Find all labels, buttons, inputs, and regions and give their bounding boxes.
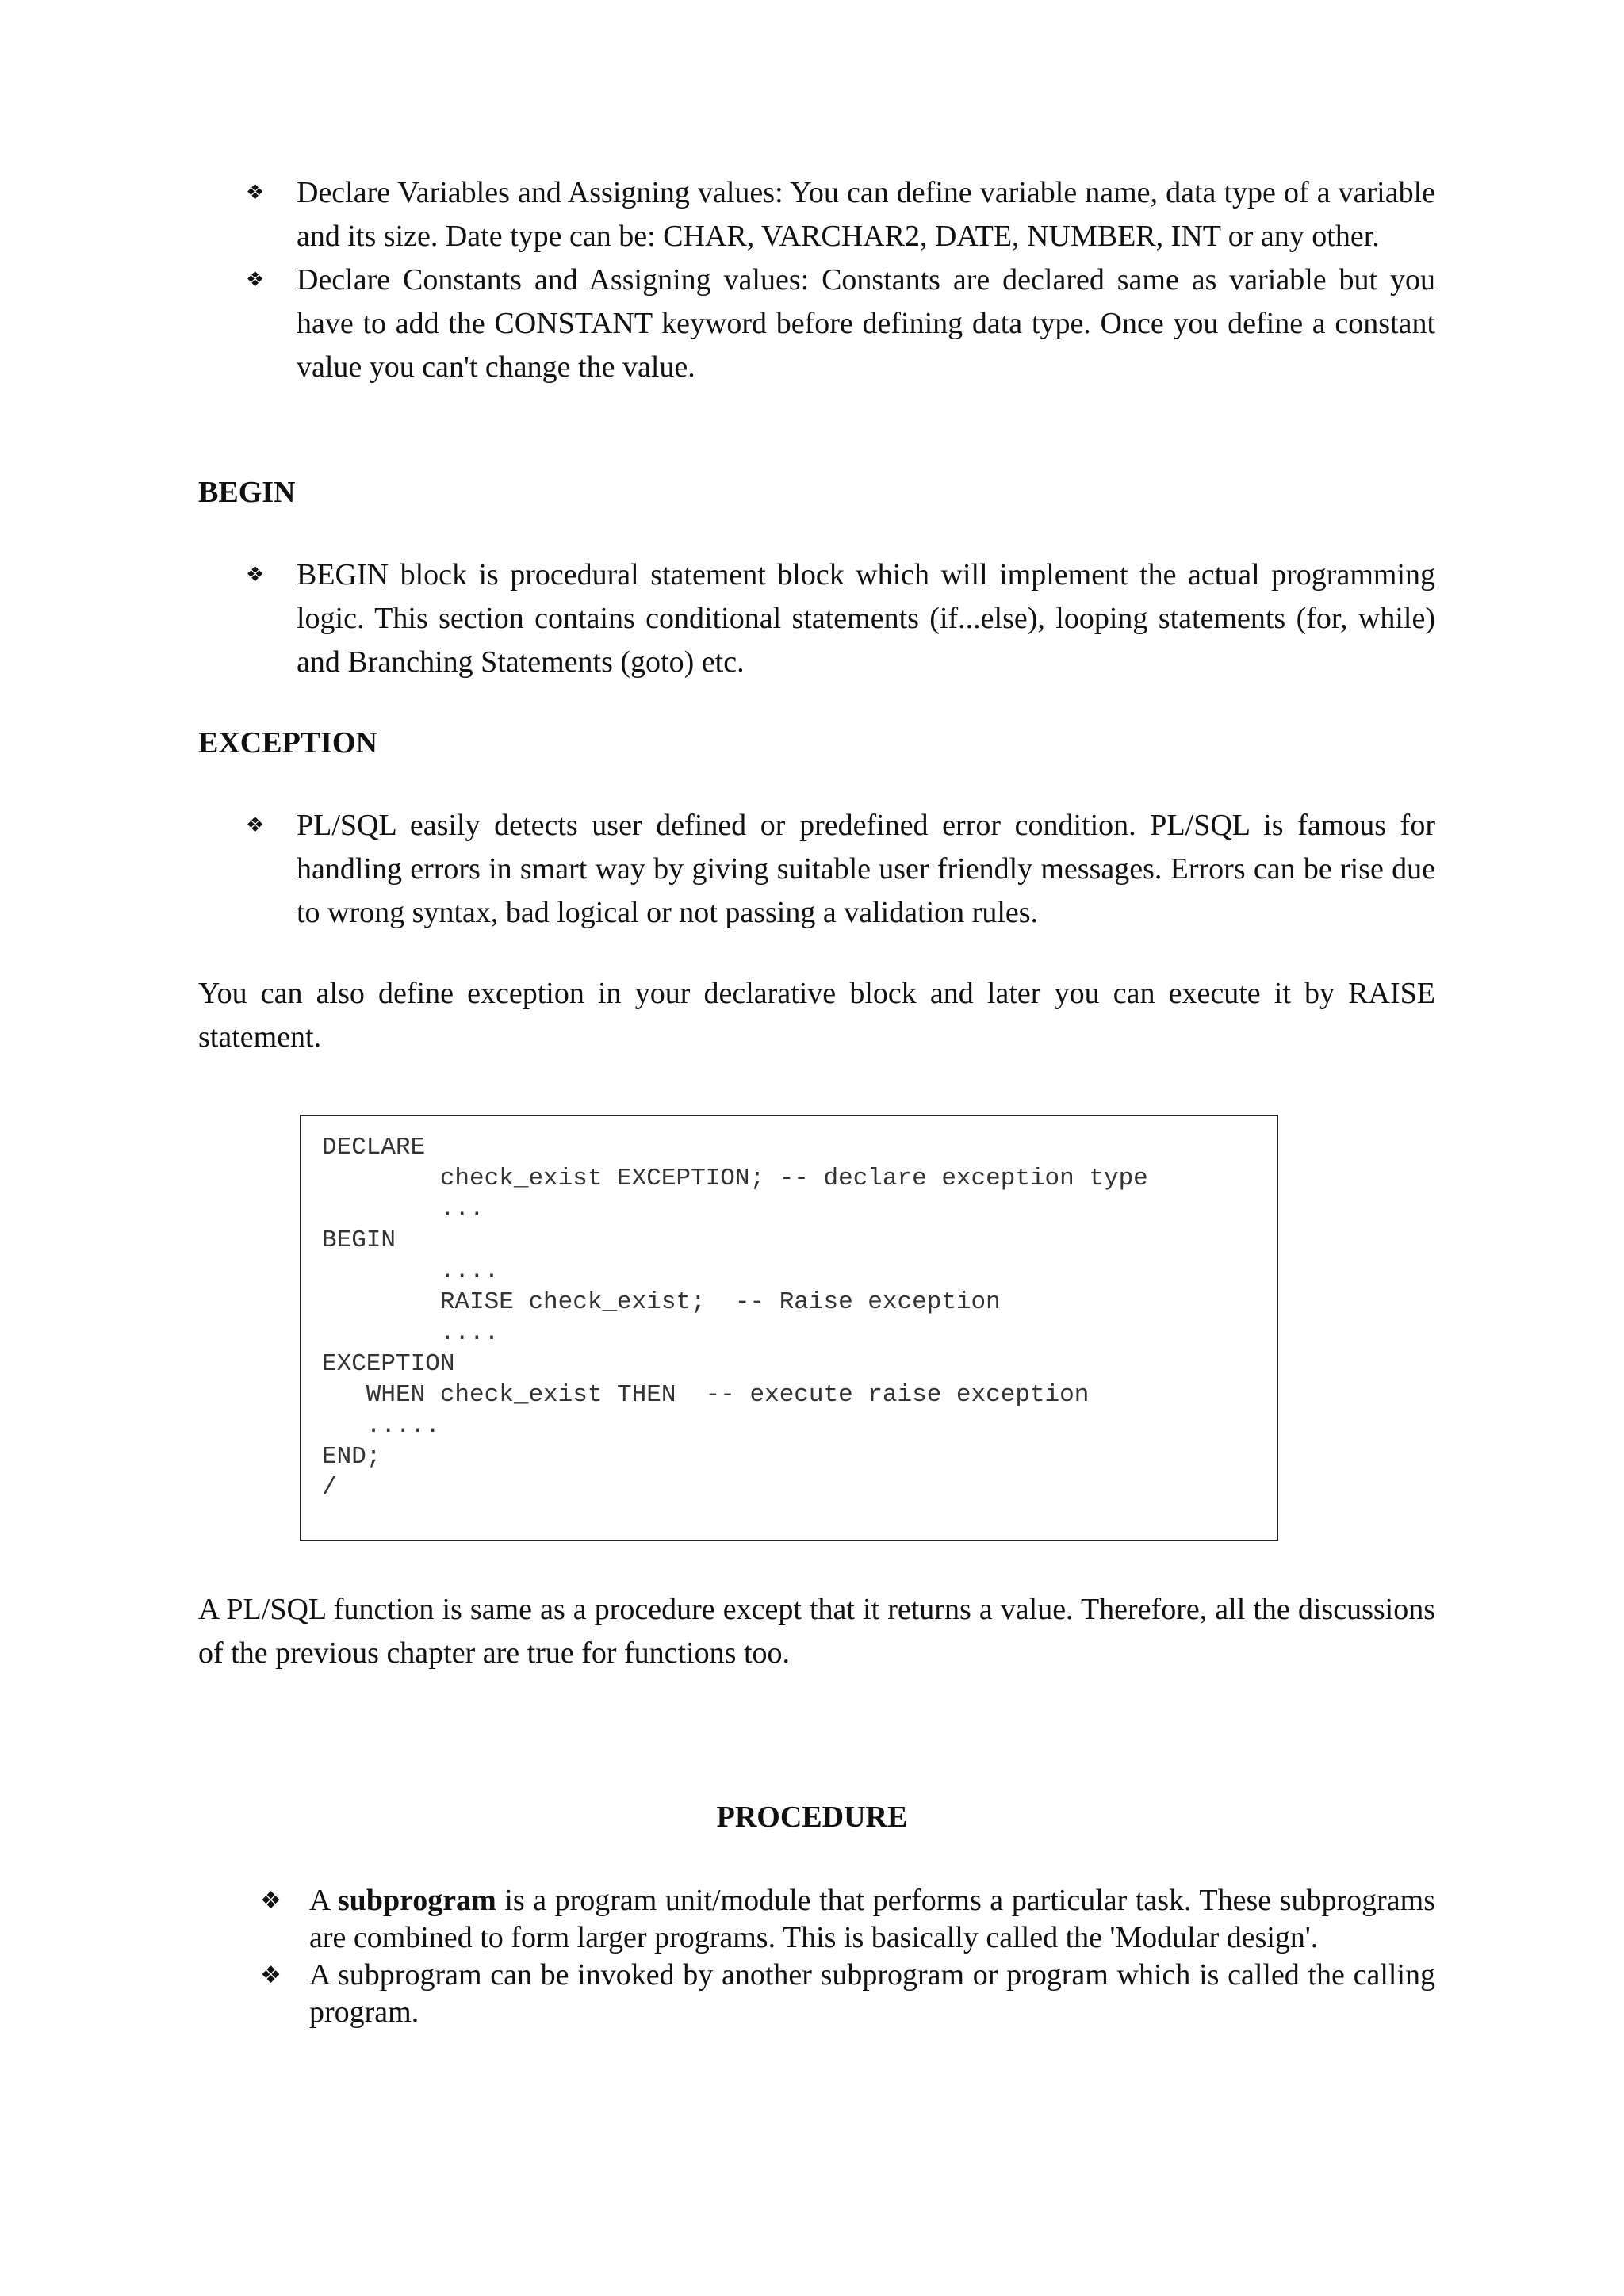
code-sample-box [300, 1115, 1278, 1541]
exception-bullet-list [246, 804, 1435, 935]
diamond-bullet-icon: ❖ [260, 1961, 282, 1989]
diamond-bullet-icon: ❖ [246, 813, 265, 837]
list-item [246, 171, 1435, 258]
bullet-text: A subprogram can be invoked by another subprogram or program which is called the calling program. [309, 1958, 1435, 2029]
procedure-heading: PROCEDURE [716, 1800, 908, 1834]
bullet-text: BEGIN block is procedural statement block which will implement the actual programming logic. This section contains conditional statements (if...else), looping statements (for, while) and Branching Statements (goto) etc. [297, 558, 1435, 679]
begin-heading: BEGIN [198, 476, 296, 509]
bullet-text: PL/SQL easily detects user defined or predefined error condition. PL/SQL is famous for handling errors in smart way by giving suitable user friendly messages. Errors can be rise due to wrong syntax, bad logical or not passing a validation rules. [297, 809, 1435, 929]
bullet-text: is a program unit/module that performs a particular task. These subprograms are combined to form larger programs. This is basically called the 'Modular design'. [309, 1884, 1435, 1954]
diamond-bullet-icon: ❖ [246, 181, 265, 205]
bullet-prefix: A [309, 1884, 338, 1917]
function-paragraph: A PL/SQL function is same as a procedure except that it returns a value. Therefore, all the discussions of the previous chapter are true for functions too. [198, 1593, 1435, 1670]
bullet-text: Declare Variables and Assigning values: You can define variable name, data type of a variable and its size. Date type can be: CHAR, VARCHAR2, DATE, NUMBER, INT or any other. [297, 176, 1435, 253]
begin-bullet-list [246, 553, 1435, 684]
procedure-bullet-list [260, 1882, 1435, 2031]
list-item [260, 1957, 1435, 2031]
diamond-bullet-icon: ❖ [260, 1887, 282, 1915]
intro-bullet-list [246, 171, 1435, 389]
bold-term: subprogram [337, 1884, 496, 1917]
diamond-bullet-icon: ❖ [246, 563, 265, 587]
exception-paragraph: You can also define exception in your declarative block and later you can execute it by RAISE statement. [198, 977, 1435, 1054]
code-sample: DECLARE check_exist EXCEPTION; -- declare exception type ... BEGIN .... RAISE check_exist; -- Raise exception .... EXCEPTION WHEN check_exist THEN -- execute raise exception ..... END; / [322, 1134, 1148, 1502]
list-item [246, 804, 1435, 935]
exception-heading: EXCEPTION [198, 726, 377, 760]
diamond-bullet-icon: ❖ [246, 268, 265, 292]
list-item [246, 553, 1435, 684]
list-item [246, 258, 1435, 389]
list-item [260, 1882, 1435, 1957]
bullet-text: Declare Constants and Assigning values: Constants are declared same as variable but you have to add the CONSTANT keyword before defining data type. Once you define a constant value you can't change the value. [297, 263, 1435, 384]
